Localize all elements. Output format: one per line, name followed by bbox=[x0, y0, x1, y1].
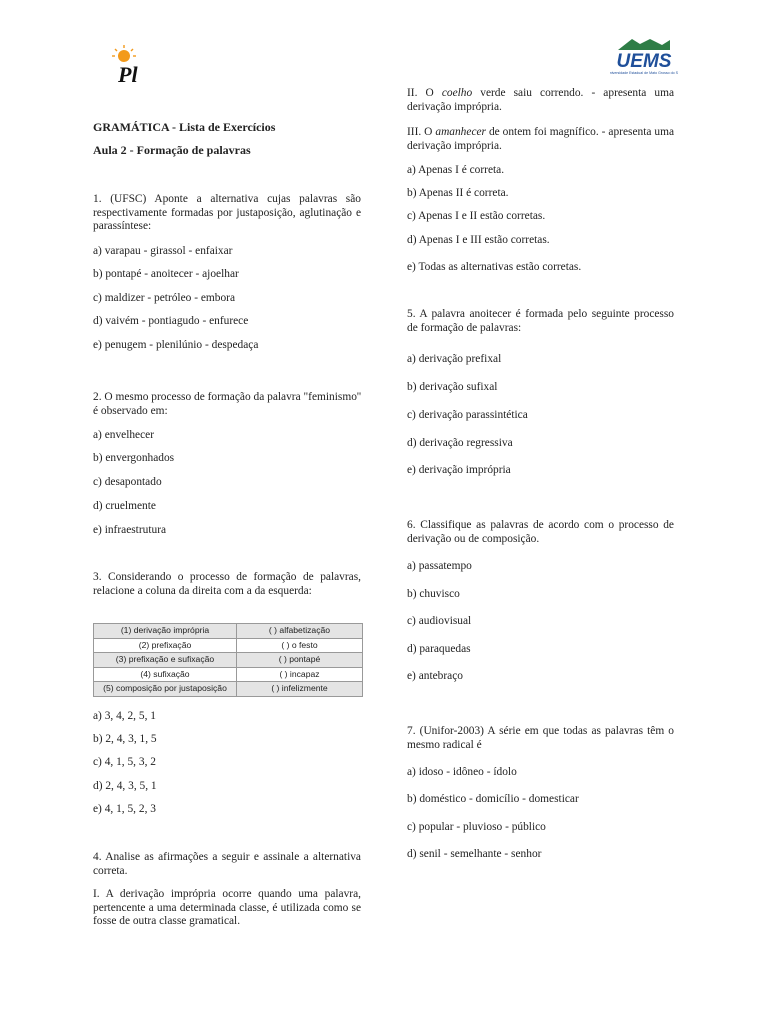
pi-logo-text: Pl bbox=[118, 62, 138, 86]
uems-logo-text: UEMS bbox=[616, 51, 672, 72]
table-row bbox=[94, 624, 363, 639]
q5-option: d) derivação regressiva bbox=[407, 437, 513, 449]
table-row bbox=[94, 653, 363, 668]
q3-option: e) 4, 1, 5, 2, 3 bbox=[93, 803, 156, 815]
q7-option: a) idoso - idôneo - ídolo bbox=[407, 766, 517, 778]
q2-option: a) envelhecer bbox=[93, 429, 155, 441]
table-cell: (5) composição por justaposição bbox=[94, 682, 237, 697]
table-cell: ( ) pontapé bbox=[237, 653, 363, 668]
q7-option: d) senil - semelhante - senhor bbox=[407, 848, 542, 860]
q5-text: 5. A palavra anoitecer é formada pelo seguinte processo de formação de palavras: bbox=[407, 308, 674, 334]
q7-text: 7. (Unifor-2003) A série em que todas as palavras têm o mesmo radical é bbox=[407, 725, 674, 751]
q2-option: c) desapontado bbox=[93, 476, 162, 488]
q1-option: a) varapau - girassol - enfaixar bbox=[93, 245, 233, 257]
q4-statement-2: II. O coelho verde saiu correndo. - apresenta uma derivação imprópria. bbox=[407, 87, 674, 113]
q1-option: c) maldizer - petróleo - embora bbox=[93, 292, 235, 304]
lesson-title: Aula 2 - Formação de palavras bbox=[93, 143, 251, 157]
uems-logo bbox=[610, 36, 678, 82]
q3-option: c) 4, 1, 5, 3, 2 bbox=[93, 756, 156, 768]
q3-option: d) 2, 4, 3, 5, 1 bbox=[93, 780, 157, 792]
q1-option: b) pontapé - anoitecer - ajoelhar bbox=[93, 268, 239, 280]
table-cell: (1) derivação imprópria bbox=[94, 624, 237, 639]
table-cell: (4) sufixação bbox=[94, 667, 237, 682]
sun-icon bbox=[118, 50, 130, 62]
table-row bbox=[94, 638, 363, 653]
table-cell: (2) prefixação bbox=[94, 638, 237, 653]
q6-text: 6. Classifique as palavras de acordo com o processo de derivação ou de composição. bbox=[407, 519, 674, 545]
uems-subtitle: Universidade Estadual de Mato Grosso do Sul bbox=[610, 71, 678, 75]
q4-option: c) Apenas I e II estão corretas. bbox=[407, 210, 546, 222]
document-title: GRAMÁTICA - Lista de Exercícios bbox=[93, 120, 276, 134]
q5-option: c) derivação parassintética bbox=[407, 409, 528, 421]
q5-option: e) derivação imprópria bbox=[407, 464, 511, 476]
q2-option: e) infraestrutura bbox=[93, 524, 167, 536]
q7-option: b) doméstico - domicílio - domesticar bbox=[407, 793, 579, 805]
q6-option: d) paraquedas bbox=[407, 643, 471, 655]
table-cell: (3) prefixação e sufixação bbox=[94, 653, 237, 668]
q1-option: d) vaivém - pontiagudo - enfurece bbox=[93, 315, 249, 327]
q2-option: d) cruelmente bbox=[93, 500, 156, 512]
table-cell: ( ) incapaz bbox=[237, 667, 363, 682]
q4-option: d) Apenas I e III estão corretas. bbox=[407, 234, 550, 246]
q2-text: 2. O mesmo processo de formação da palavra "feminismo'' é observado em: bbox=[93, 391, 361, 417]
q1-option: e) penugem - plenilúnio - despedaça bbox=[93, 339, 259, 351]
q4-statement-1: I. A derivação imprópria ocorre quando uma palavra, pertencente a uma determinada classe, é utilizada como se fosse de outra classe gramatical. bbox=[93, 888, 361, 928]
q4-statement-3: III. O amanhecer de ontem foi magnífico. - apresenta uma derivação imprópria. bbox=[407, 126, 674, 152]
matching-table bbox=[93, 623, 363, 697]
q6-option: b) chuvisco bbox=[407, 588, 460, 600]
q2-option: b) envergonhados bbox=[93, 452, 175, 464]
q4-option: a) Apenas I é correta. bbox=[407, 164, 505, 176]
table-row bbox=[94, 682, 363, 697]
pi-logo bbox=[103, 44, 149, 86]
q1-text: 1. (UFSC) Aponte a alternativa cujas palavras são respectivamente formadas por justaposição, aglutinação e parassíntese: bbox=[93, 193, 361, 233]
q4-option: e) Todas as alternativas estão corretas. bbox=[407, 261, 582, 273]
table-cell: ( ) alfabetização bbox=[237, 624, 363, 639]
uems-emblem-icon bbox=[618, 39, 670, 50]
q3-option: a) 3, 4, 2, 5, 1 bbox=[93, 710, 156, 722]
q6-option: a) passatempo bbox=[407, 560, 472, 572]
q3-option: b) 2, 4, 3, 1, 5 bbox=[93, 733, 157, 745]
q7-option: c) popular - pluvioso - público bbox=[407, 821, 546, 833]
q4-option: b) Apenas II é correta. bbox=[407, 187, 509, 199]
q6-option: c) audiovisual bbox=[407, 615, 472, 627]
table-cell: ( ) infelizmente bbox=[237, 682, 363, 697]
q5-option: a) derivação prefixal bbox=[407, 353, 502, 365]
q3-text: 3. Considerando o processo de formação de palavras, relacione a coluna da direita com a da esquerda: bbox=[93, 571, 361, 597]
q4-text: 4. Analise as afirmações a seguir e assinale a alternativa correta. bbox=[93, 851, 361, 877]
table-cell: ( ) o festo bbox=[237, 638, 363, 653]
table-row bbox=[94, 667, 363, 682]
q6-option: e) antebraço bbox=[407, 670, 463, 682]
q5-option: b) derivação sufixal bbox=[407, 381, 498, 393]
